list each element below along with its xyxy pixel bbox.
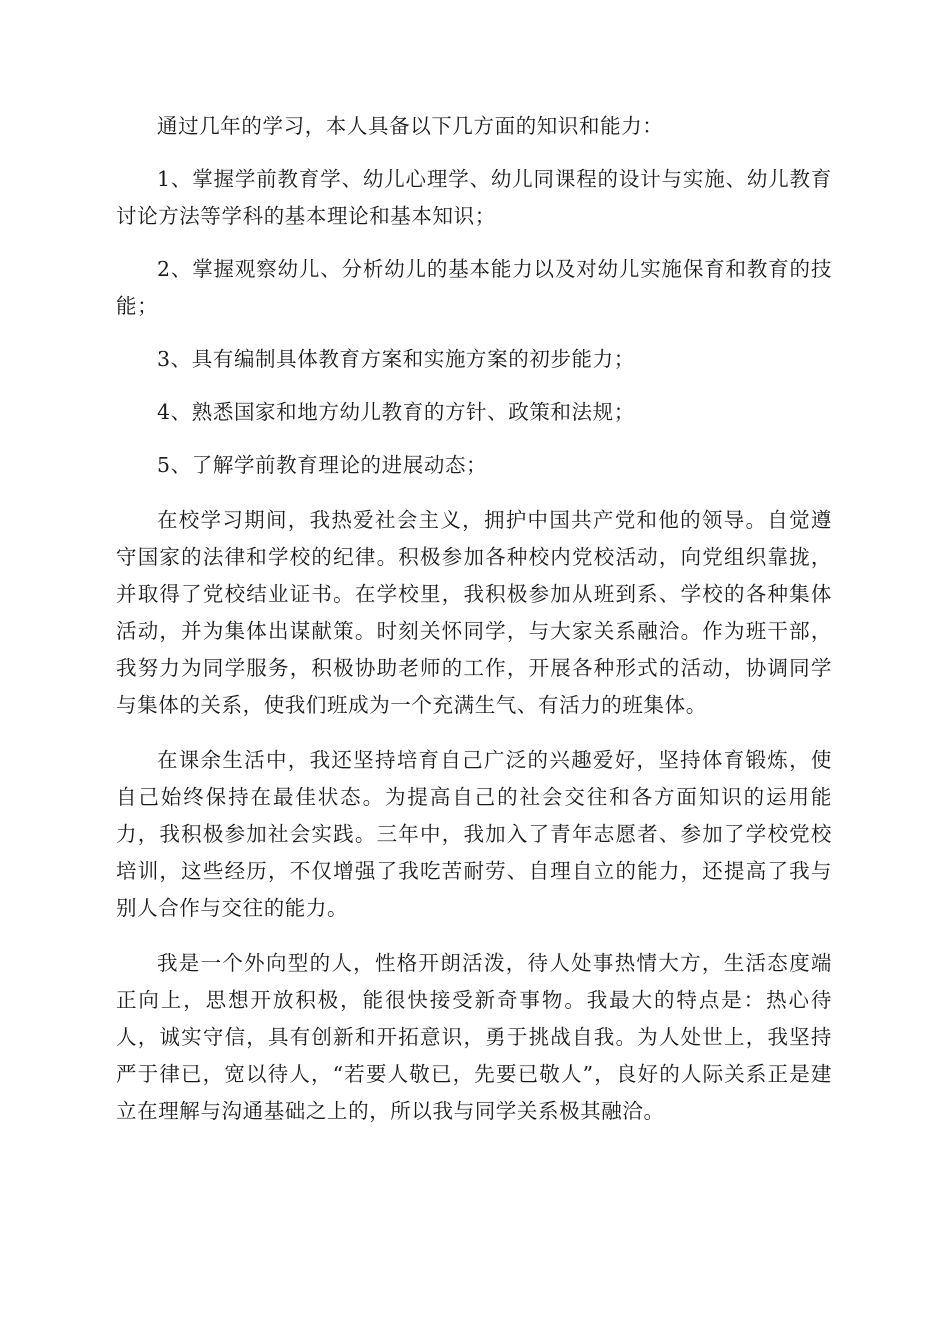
paragraph-intro: 通过几年的学习，本人具备以下几方面的知识和能力：	[157, 114, 664, 138]
paragraph-school-life: 在校学习期间，我热爱社会主义，拥护中国共产党和他的领导。自觉遵守国家的法律和学校的纪律。积极参加各种校内党校活动，向党组织靠拢，并取得了党校结业证书。在学校里，我积极参加从班到系、学校的各种集体活动，并为集体出谋献策。时刻关怀同学，与大家关系融洽。作为班干部，我努力为同学服务，积极协助老师的工作，开展各种形式的活动，协调同学与集体的关系，使我们班成为一个充满生气、有活力的班集体。	[116, 508, 832, 717]
paragraph-item-3: 3、具有编制具体教育方案和实施方案的初步能力；	[157, 347, 635, 371]
paragraph-personality: 我是一个外向型的人，性格开朗活泼，待人处事热情大方，生活态度端正向上，思想开放积极，能很快接受新奇事物。我最大的特点是：热心待人，诚实守信，具有创新和开拓意识，勇于挑战自我。为人处世上，我坚持严于律已，宽以待人，“若要人敬已，先要已敬人”，良好的人际关系正是建立在理解与沟通基础之上的，所以我与同学关系极其融洽。	[116, 951, 832, 1123]
paragraph-item-4: 4、熟悉国家和地方幼儿教育的方针、政策和法规；	[157, 400, 635, 424]
paragraph-item-2: 2、掌握观察幼儿、分析幼儿的基本能力以及对幼儿实施保育和教育的技能；	[116, 257, 832, 318]
document-page	[116, 108, 832, 1146]
paragraph-item-5: 5、了解学前教育理论的进展动态；	[157, 453, 488, 477]
paragraph-item-1: 1、掌握学前教育学、幼儿心理学、幼儿同课程的设计与实施、幼儿教育讨论方法等学科的基本理论和基本知识；	[116, 167, 832, 228]
paragraph-extracurricular: 在课余生活中，我还坚持培育自己广泛的兴趣爱好，坚持体育锻炼，使自己始终保持在最佳状态。为提高自己的社会交往和各方面知识的运用能力，我积极参加社会实践。三年中，我加入了青年志愿者、参加了学校党校培训，这些经历，不仅增强了我吃苦耐劳、自理自立的能力，还提高了我与别人合作与交往的能力。	[116, 748, 832, 920]
